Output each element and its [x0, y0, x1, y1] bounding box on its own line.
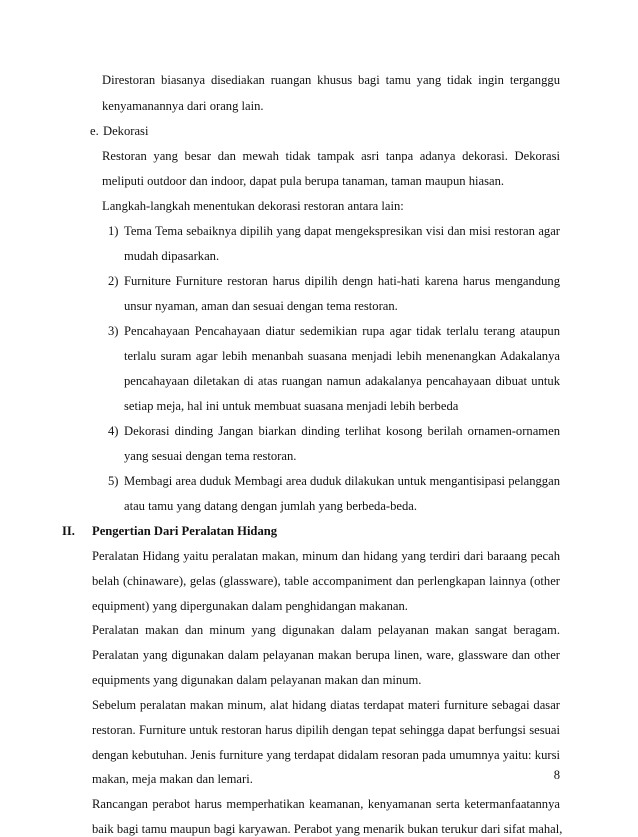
- section-ii-paragraph-line: equipment) yang dipergunakan dalam penghidangan makanan.: [92, 599, 408, 613]
- section-e-title: Dekorasi: [103, 124, 149, 138]
- section-ii-paragraph-line: Peralatan makan dan minum yang digunakan dalam pelayanan makan sangat beragam.: [92, 623, 560, 637]
- list-item-line: pencahayaan diletakan di atas ruangan namun adakalanya pencahayaan dibuat untuk: [124, 374, 560, 388]
- section-ii-paragraph-line: equipments yang digunakan dalam pelayanan makan dan minum.: [92, 673, 422, 687]
- section-ii-heading: Pengertian Dari Peralatan Hidang: [92, 524, 278, 538]
- list-item-line: atau tamu yang datang dengan jumlah yang berbeda-beda.: [124, 499, 418, 513]
- section-e-marker: e.: [90, 124, 99, 138]
- list-item-number: 4): [108, 424, 119, 438]
- list-item-line: setiap meja, hal ini untuk membuat suasana menjadi lebih berbeda: [124, 399, 459, 413]
- section-ii-numeral: II.: [62, 524, 75, 538]
- list-item-line: yang sesuai dengan tema restoran.: [124, 449, 297, 463]
- list-item-line: Membagi area duduk Membagi area duduk dilakukan untuk mengantisipasi pelanggan: [124, 474, 560, 488]
- page-number: 8: [553, 768, 560, 782]
- list-item-line: terlalu suram agar lebih menanbah suasana menjadi lebih menenangkan Adakalanya: [124, 349, 560, 363]
- section-ii-paragraph-line: Peralatan Hidang yaitu peralatan makan, minum dan hidang yang terdiri dari baraang pecah: [92, 549, 560, 563]
- intro-line: Direstoran biasanya disediakan ruangan khusus bagi tamu yang tidak ingin terganggu: [102, 73, 560, 87]
- section-ii-paragraph-line: belah (chinaware), gelas (glassware), table accompaniment dan perlengkapan lainnya (other: [92, 574, 560, 588]
- intro-line: kenyamanannya dari orang lain.: [102, 99, 264, 113]
- list-item-line: Furniture Furniture restoran harus dipilih dengn hati-hati karena harus mengandung: [124, 274, 560, 288]
- list-item-number: 1): [108, 224, 119, 238]
- list-item-line: Tema Tema sebaiknya dipilih yang dapat mengekspresikan visi dan misi restoran agar: [124, 224, 560, 238]
- section-ii-paragraph-line: dengan kebutuhan. Jenis furniture yang terdapat didalam resoran pada umumnya yaitu: kursi: [92, 748, 560, 762]
- list-item-number: 3): [108, 324, 119, 338]
- list-item-number: 5): [108, 474, 119, 488]
- list-item-number: 2): [108, 274, 119, 288]
- list-item-line: unsur nyaman, aman dan sesuai dengan tema restoran.: [124, 299, 398, 313]
- section-ii-paragraph-line: baik bagi tamu maupun bagi karyawan. Perabot yang menarik bukan terukur dari sifat mahal,: [92, 822, 563, 836]
- section-ii-paragraph-line: Sebelum peralatan makan minum, alat hidang diatas terdapat materi furniture sebagai dasar: [92, 698, 560, 712]
- list-item-line: Pencahayaan Pencahayaan diatur sedemikian rupa agar tidak terlalu terang ataupun: [124, 324, 560, 338]
- list-item-line: Dekorasi dinding Jangan biarkan dinding terlihat kosong berilah ornamen-ornamen: [124, 424, 560, 438]
- section-ii-paragraph-line: restoran. Furniture untuk restoran harus dipilih dengan tepat sehingga dapat berfungsi sesuai: [92, 723, 560, 737]
- section-e-lead: Langkah-langkah menentukan dekorasi restoran antara lain:: [102, 199, 404, 213]
- section-ii-paragraph-line: Peralatan yang digunakan dalam pelayanan makan berupa linen, ware, glassware dan other: [92, 648, 560, 662]
- section-ii-paragraph-line: Rancangan perabot harus memperhatikan keamanan, kenyamanan serta ketermanfaatannya: [92, 797, 560, 811]
- section-e-paragraph-line: Restoran yang besar dan mewah tidak tampak asri tanpa adanya dekorasi. Dekorasi: [102, 149, 560, 163]
- section-ii-paragraph-line: makan, meja makan dan lemari.: [92, 772, 253, 786]
- section-e-paragraph-line: meliputi outdoor dan indoor, dapat pula berupa tanaman, taman maupun hiasan.: [102, 174, 505, 188]
- list-item-line: mudah dipasarkan.: [124, 249, 220, 263]
